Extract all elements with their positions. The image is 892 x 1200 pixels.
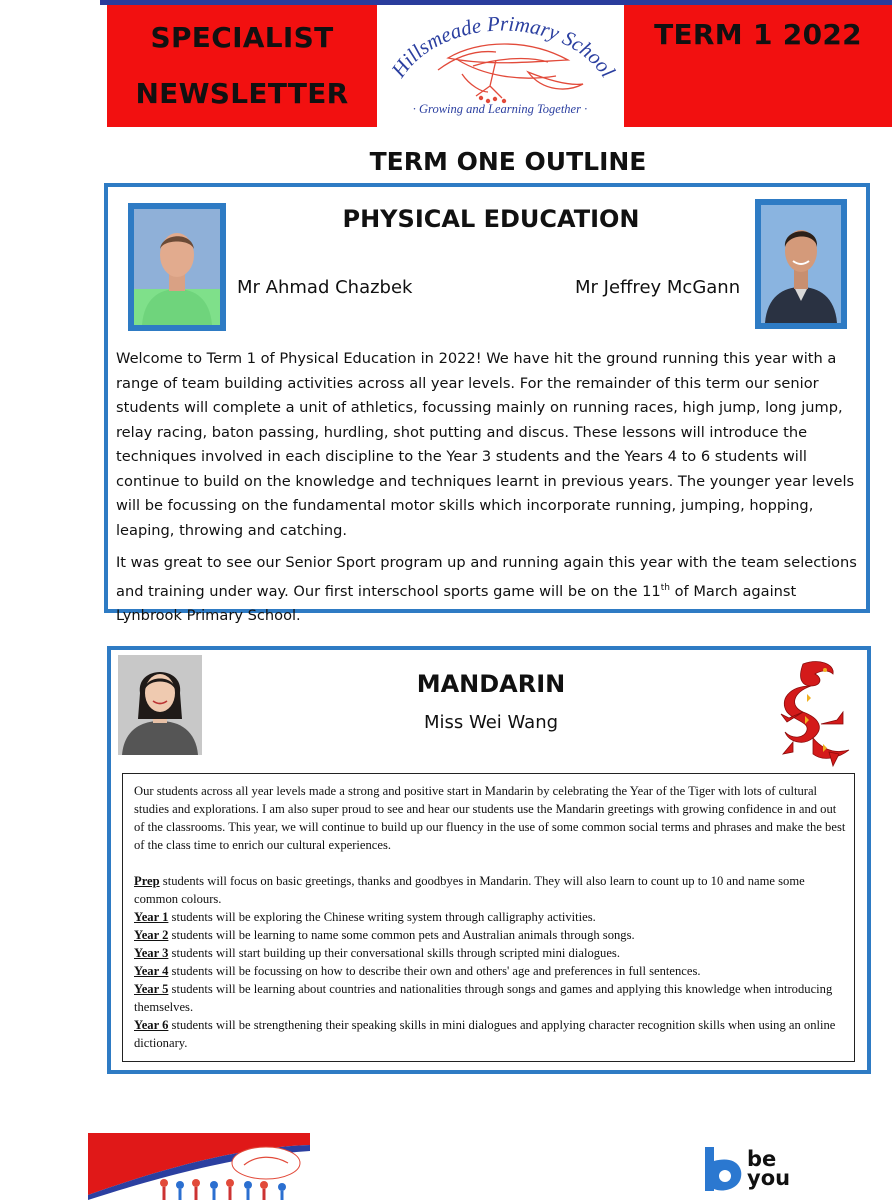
be-you-logo: [703, 1143, 793, 1195]
pe-section: [104, 183, 870, 624]
banner-title-line1: SPECIALIST: [150, 21, 334, 54]
pe-paragraph-2: It was great to see our Senior Sport program up and running again this year with the team selections and training under way. Our first interschool sports game will be on the 11th of March against Lynbrook Primary School.: [116, 554, 857, 624]
teacher-photo-wang: [118, 655, 202, 755]
teacher-name-wang: Miss Wei Wang: [423, 712, 559, 733]
dragon-icon: [763, 658, 859, 772]
mandarin-level-year4: Year 4 students will be focussing on how to describe their own and others' age and preferences in full sentences.: [134, 964, 701, 978]
mandarin-level-year1: Year 1 students will be exploring the Chinese writing system through calligraphy activities.: [134, 910, 596, 924]
logo-school-name: Hillsmeade Primary School: [386, 11, 621, 82]
mandarin-level-year3: Year 3 students will start building up their conversational skills through scripted mini dialogues.: [134, 946, 620, 960]
mandarin-intro: Our students across all year levels made a strong and positive start in Mandarin by celebrating the Year of the Tiger with lots of cultural studies and explorations. I am also super proud to see and hear our students use the Mandarin greetings with growing confidence in and out of the classrooms. This year, we will continue to build up our fluency in the use of some common social terms and phrases and make the best of the class time to enrich our cultural experiences.: [134, 784, 846, 852]
mandarin-title: MANDARIN: [416, 670, 566, 698]
pe-paragraph-1: Welcome to Term 1 of Physical Education in 2022! We have hit the ground running this year with a range of team building activities across all year levels. For the remainder of this term our senior students will complete a unit of athletics, focussing mainly on running races, high jump, long jump, relay racing, baton passing, hurdling, shot putting and discus. These lessons will introduce the techniques involved in each discipline to the Year 3 students and the Years 4 to 6 students will continue to build on the knowledge and techniques learnt in previous years. The younger year levels will be focussing on the fundamental motor skills which incorporate running, jumping, hopping, leaping, throwing and catching.: [116, 350, 855, 539]
mandarin-level-year5: Year 5 students will be learning about countries and nationalities through songs and games and applying this knowledge when introducing themselves.: [134, 982, 833, 1014]
mandarin-body: [122, 773, 855, 1062]
avatar: [761, 205, 841, 323]
mandarin-section: [107, 646, 871, 1074]
outline-title: TERM ONE OUTLINE: [369, 147, 647, 176]
term-label: TERM 1 2022: [654, 18, 862, 51]
logo-tagline: · Growing and Learning Together ·: [412, 102, 588, 116]
mandarin-level-year6: Year 6 students will be strengthening their speaking skills in mini dialogues and applying character recognition skills when using an online dictionary.: [134, 1018, 836, 1050]
pe-title: PHYSICAL EDUCATION: [342, 205, 640, 233]
be-you-line1: be: [747, 1147, 777, 1171]
be-you-icon: [703, 1145, 743, 1193]
mandarin-level-year2: Year 2 students will be learning to name some common pets and Australian animals through songs.: [134, 928, 635, 942]
teacher-photo-chazbek: [128, 203, 226, 331]
teacher-name-chazbek: Mr Ahmad Chazbek: [237, 277, 413, 298]
newsletter-banner: [107, 5, 377, 127]
be-you-line2: you: [747, 1166, 791, 1190]
term-banner: [624, 5, 892, 127]
school-logo: [378, 0, 623, 126]
pe-body: [116, 347, 864, 628]
svg-text:Hillsmeade Primary School: [386, 11, 620, 82]
teacher-name-mcgann: Mr Jeffrey McGann: [575, 277, 741, 298]
mandarin-level-prep: Prep students will focus on basic greetings, thanks and goodbyes in Mandarin. They will also learn to count up to 10 and name some common colours.: [134, 874, 805, 906]
footer-school-logo: [88, 1133, 310, 1200]
avatar: [134, 209, 220, 325]
teacher-photo-mcgann: [755, 199, 847, 329]
banner-title-line2: NEWSLETTER: [135, 77, 349, 110]
